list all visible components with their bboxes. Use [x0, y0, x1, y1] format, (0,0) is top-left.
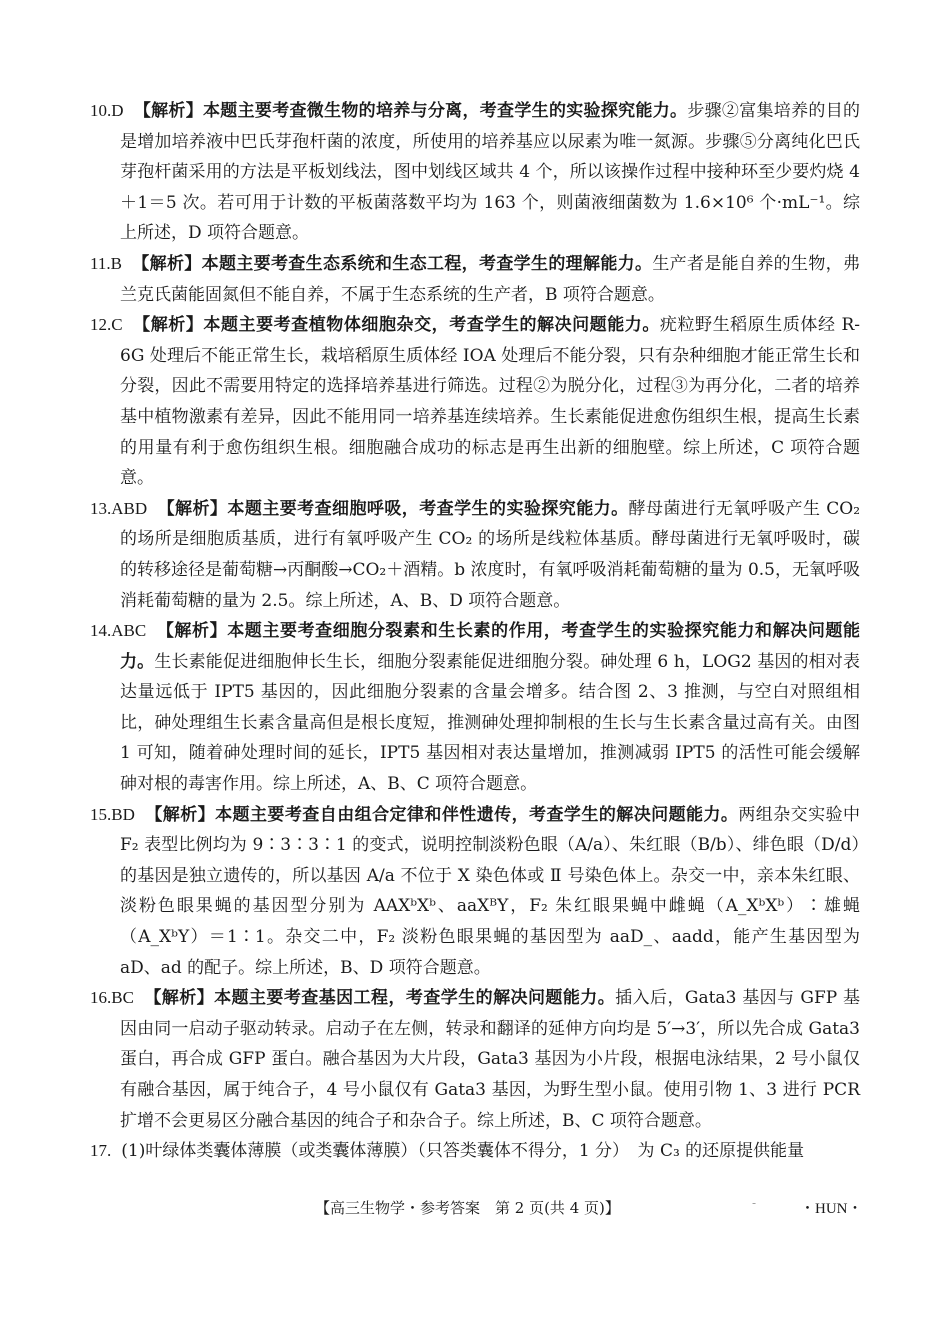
item-tag: 【解析】 [156, 621, 228, 642]
item-tag: 【解析】 [144, 804, 216, 825]
item-text: 疣粒野生稻原生质体经 R-6G 处理后不能正常生长，栽培稻原生质体经 IOA 处理后不能分裂，只有杂种细胞才能正常生长和分裂，因此不需要用特定的选择培养基进行筛选。过程②为脱分化，过程③为再分化，二者的培养基中植物激素有差异，因此不能用同一培养基连续培养。生长素能促进愈伤组织生根，提高生长素的用量有利于愈伤组织生根。细胞融合成功的标志是再生出新的细胞壁。综上所述，C 项符合题意。 [120, 315, 861, 489]
item-text: 两组杂交实验中 F₂ 表型比例均为 9∶3∶3∶1 的变式，说明控制淡粉色眼（A/a）、朱红眼（B/b）、绯色眼（D/d）的基因是独立遗传的，所以基因 A/a 不位于 X 染色体或 Ⅱ 号染色体上。杂交一中，亲本朱红眼、淡粉色眼果蝇的基因型分别为 AAXᵇXᵇ、aaXᴮY，F₂ 朱红眼果蝇中雌蝇（A_XᵇXᵇ）∶雄蝇（A_XᵇY）＝1∶1。杂交二中，F₂ 淡粉色眼果蝇的基因型为 aaD_、aadd，能产生基因型为 aD、ad 的配子。综上所述，B、D 项符合题意。 [120, 804, 861, 978]
answer-list [90, 96, 860, 1167]
answer-item-13 [90, 494, 860, 616]
item-number: 17. [90, 1141, 112, 1161]
item-text: 步骤②富集培养的目的是增加培养液中巴氏芽孢杆菌的浓度，所使用的培养基应以尿素为唯一氮源。步骤⑤分离纯化巴氏芽孢杆菌采用的方法是平板划线法，图中划线区域共 4 个，所以该操作过程中接种环至少要灼烧 4＋1＝5 次。若可用于计数的平板菌落数平均为 163 个，则菌液细菌数为 1.6×10⁶ 个·mL⁻¹。综上所述，D 项符合题意。 [120, 101, 860, 244]
item-answer: BD [111, 804, 135, 824]
answer-item-16 [90, 983, 860, 1136]
item-tag: 【解析】 [157, 498, 228, 519]
answer-item-17 [90, 1136, 860, 1167]
item-text: 插入后，Gata3 基因与 GFP 基因由同一启动子驱动转录。启动子在左侧，转录和翻译的延伸方向均是 5′→3′，所以先合成 Gata3 蛋白，再合成 GFP 蛋白。融合基因为大片段，Gata3 基因为小片段，根据电泳结果，2 号小鼠仅有融合基因，属于纯合子，4 号小鼠仅有 Gata3 基因，为野生型小鼠。使用引物 1、3 进行 PCR 扩增不会更易区分融合基因的纯合子和杂合子。综上所述，B、C 项符合题意。 [120, 988, 861, 1131]
item-number: 13. [90, 498, 112, 518]
item-text: 酵母菌进行无氧呼吸产生 CO₂ 的场所是细胞质基质，进行有氧呼吸产生 CO₂ 的场所是线粒体基质。酵母菌进行无氧呼吸时，碳的转移途径是葡萄糖→丙酮酸→CO₂＋酒精。b 浓度时，有氧呼吸消耗葡萄糖的量为 0.5，无氧呼吸消耗葡萄糖的量为 2.5。综上所述，A、B、D 项符合题意。 [120, 498, 861, 611]
item-tag: 【解析】 [143, 988, 215, 1009]
item-text: 生产者是能自养的生物，弗兰克氏菌能固氮但不能自养，不属于生态系统的生产者，B 项符合题意。 [120, 253, 861, 305]
footer-mark: - [752, 1196, 757, 1210]
item-text: (1)叶绿体类囊体薄膜（或类囊体薄膜）（只答类囊体不得分，1 分） 为 C₃ 的还原提供能量 [121, 1141, 805, 1162]
item-number: 16. [90, 988, 112, 1008]
item-answer: ABC [111, 621, 147, 641]
item-answer: BC [111, 988, 134, 1008]
item-answer: D [111, 101, 124, 120]
answer-item-10 [90, 96, 860, 249]
answer-item-14 [90, 616, 860, 800]
answer-item-15 [90, 800, 860, 984]
answer-item-12 [90, 310, 860, 494]
item-number: 12. [90, 315, 112, 335]
item-tag: 【解析】 [133, 101, 204, 121]
item-number: 15. [90, 804, 112, 824]
item-text: 生长素能促进细胞伸长生长，细胞分裂素能促进细胞分裂。砷处理 6 h，LOG2 基因的相对表达量远低于 IPT5 基因的，因此细胞分裂素的含量会增多。结合图 2、3 推测，与空白对照组相比，砷处理组生长素含量高但是根长度短，推测砷处理抑制根的生长与生长素含量过高有关。由图 1 可知，随着砷处理时间的延长，IPT5 基因相对表达量增加，推测减弱 IPT5 的活性可能会缓解砷对根的毒害作用。综上所述，A、B、C 项符合题意。 [120, 651, 860, 795]
item-lead: 本题主要考查细胞呼吸，考查学生的实验探究能力。 [227, 498, 629, 519]
footer-page-info: 【高三生物学・参考答案 第 2 页(共 4 页)】 [315, 1199, 620, 1217]
item-lead: 本题主要考查生态系统和生态工程，考查学生的理解能力。 [201, 253, 653, 274]
item-lead: 本题主要考查植物体细胞杂交，考查学生的解决问题能力。 [203, 315, 660, 336]
footer-region-code: ・HUN・ [800, 1201, 863, 1217]
item-answer: B [110, 253, 122, 273]
item-number: 14. [90, 621, 112, 641]
item-answer: C [111, 315, 123, 335]
answer-item-11 [90, 249, 860, 310]
item-answer: ABD [111, 498, 148, 518]
item-tag: 【解析】 [131, 253, 202, 274]
item-lead: 本题主要考查微生物的培养与分离，考查学生的实验探究能力。 [203, 101, 688, 121]
item-lead: 本题主要考查细胞分裂素和生长素的作用，考查学生的实验探究能力和解决问题能力。 [120, 621, 861, 672]
item-number: 11. [90, 253, 111, 273]
item-number: 10. [90, 101, 112, 120]
page-footer [0, 1194, 950, 1224]
item-lead: 本题主要考查基因工程，考查学生的解决问题能力。 [214, 988, 616, 1009]
item-tag: 【解析】 [132, 315, 204, 336]
item-lead: 本题主要考查自由组合定律和伴性遗传，考查学生的解决问题能力。 [215, 804, 739, 825]
